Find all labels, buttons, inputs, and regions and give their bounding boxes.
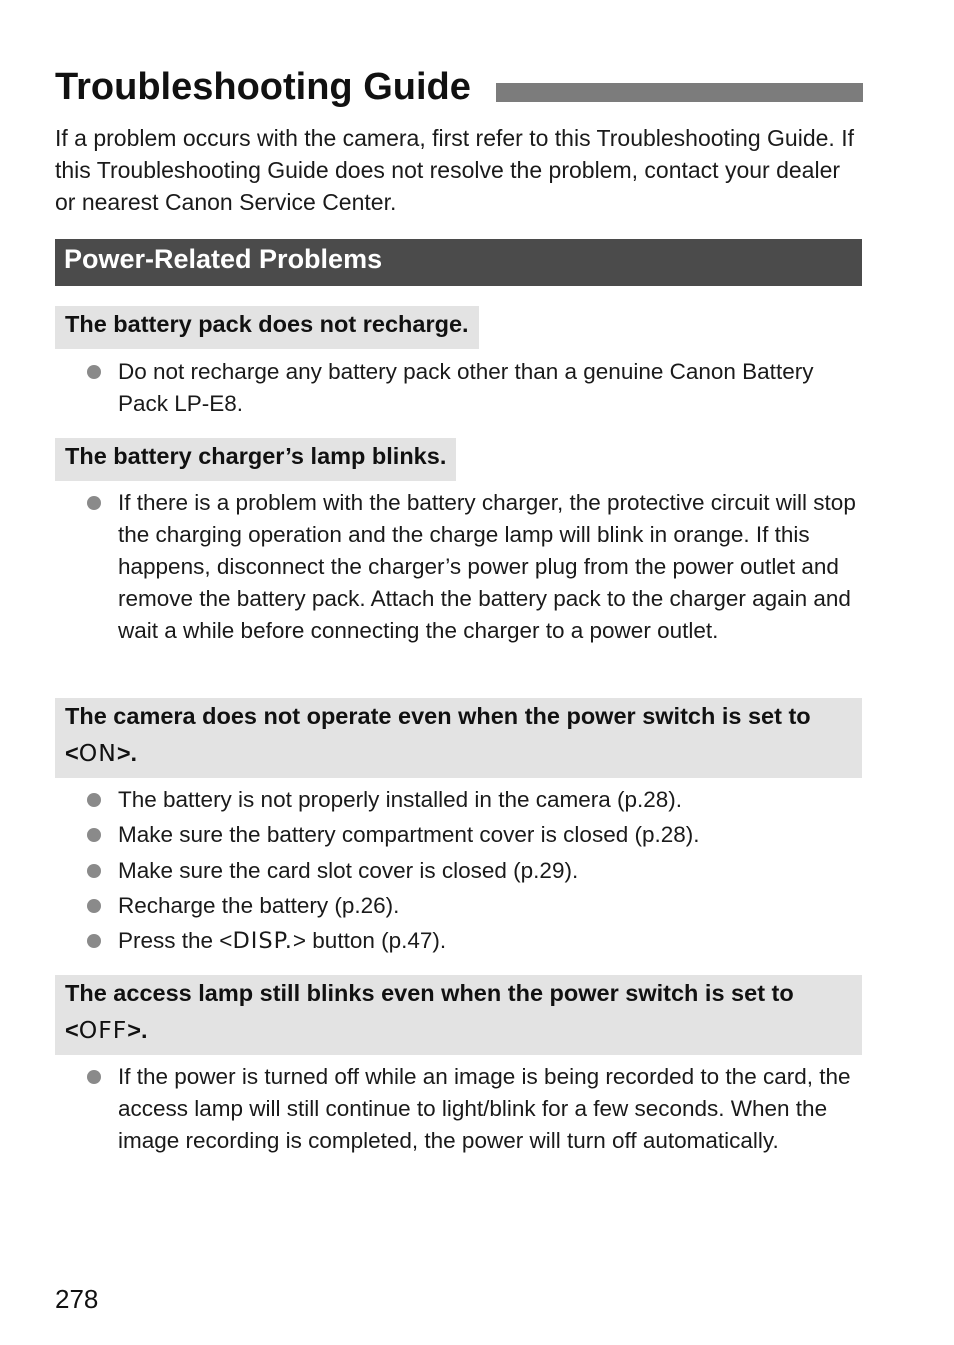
list-item-text: Recharge the battery (p.26). (118, 892, 400, 918)
list-item (55, 923, 863, 959)
bullet-icon (87, 496, 101, 510)
page-title-row (55, 64, 863, 114)
power-on-symbol: ON (78, 739, 117, 767)
bullet-icon (87, 899, 101, 913)
list-item-text: Do not recharge any battery pack other than a genuine Canon Battery Pack LP-E8. (118, 359, 814, 416)
problem-heading-text: The camera does not operate even when the power switch is set to < (65, 703, 811, 766)
page-number: 278 (55, 1284, 99, 1314)
problem-heading (55, 975, 862, 1055)
list-item-text: Make sure the card slot cover is closed (p.29). (118, 857, 579, 883)
problem-heading-end: >. (116, 740, 138, 766)
list-item-text: The battery is not properly installed in the camera (p.28). (118, 787, 683, 812)
list-item-text: If there is a problem with the battery charger, the protective circuit will stop the charging operation and the charge lamp will blink in orange. If this happens, disconnect the charger’s power plug from the power outlet and remove the battery pack. Attach the battery pack to the charger again and wait a while before connecting the charger to a power outlet. (118, 490, 856, 643)
bullet-icon (87, 793, 101, 807)
power-off-symbol: OFF (78, 1016, 128, 1044)
disp-button-symbol: DISP. (232, 928, 293, 955)
problem-list (55, 487, 863, 647)
problem-heading: The battery pack does not recharge. (55, 306, 479, 349)
list-item-text-end: > button (p.47). (292, 928, 447, 954)
list-item (55, 1061, 863, 1157)
problem-list (55, 1061, 863, 1157)
section-header: Power-Related Problems (55, 239, 862, 286)
list-item (55, 888, 863, 923)
list-item (55, 853, 863, 888)
bullet-icon (87, 864, 101, 878)
list-item (55, 817, 863, 852)
list-item (55, 487, 863, 647)
problem-heading-text: The access lamp still blinks even when the power switch is set to < (65, 980, 794, 1043)
list-item-text: Press the < (118, 928, 233, 954)
list-item (55, 356, 863, 420)
bullet-icon (87, 828, 101, 842)
intro-paragraph: If a problem occurs with the camera, first refer to this Troubleshooting Guide. If this Troubleshooting Guide does not resolve the problem, contact your dealer or nearest Canon Service Center. (55, 125, 854, 215)
list-item (55, 782, 863, 817)
problem-heading: The battery charger’s lamp blinks. (55, 438, 456, 481)
problem-heading (55, 698, 862, 778)
problem-list (55, 782, 863, 959)
bullet-icon (87, 934, 101, 948)
title-decoration-bar (496, 83, 863, 102)
problem-list (55, 356, 863, 420)
page-title: Troubleshooting Guide (55, 66, 471, 108)
list-item-text: Make sure the battery compartment cover is closed (p.28). (118, 822, 700, 848)
list-item-text: If the power is turned off while an image is being recorded to the card, the access lamp will still continue to light/blink for a few seconds. When the image recording is completed, the power will turn off automatically. (118, 1064, 851, 1153)
bullet-icon (87, 1070, 101, 1084)
problem-heading-end: >. (127, 1017, 148, 1043)
bullet-icon (87, 365, 101, 379)
